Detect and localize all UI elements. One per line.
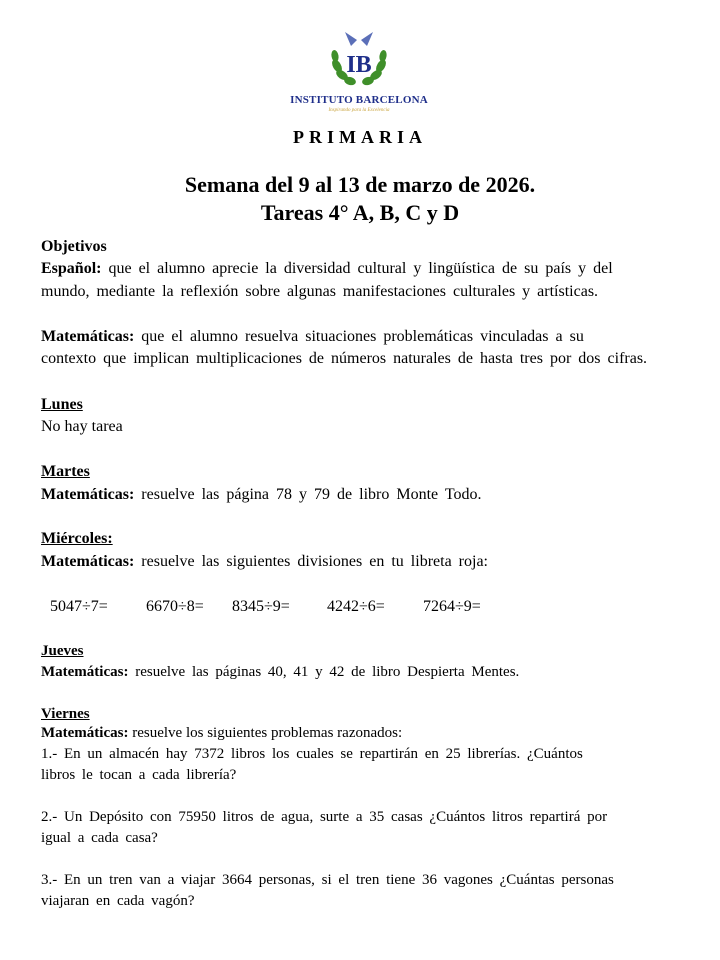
- division-op: 8345÷9=: [232, 598, 290, 615]
- logo-monogram: IB: [346, 52, 372, 78]
- division-op: 7264÷9=: [423, 598, 481, 615]
- division-operations: [50, 598, 481, 616]
- objetivo-espanol-line2: mundo, mediante la reflexión sobre algunas manifestaciones culturales y artísticas.: [41, 283, 599, 300]
- problem-3-line2: viajaran en cada vagón?: [41, 893, 195, 909]
- task-text: resuelve las siguientes divisiones en tu libreta roja:: [134, 553, 488, 570]
- problem-2-line2: igual a cada casa?: [41, 830, 158, 846]
- objetivo-text: que el alumno resuelva situaciones problemáticas vinculadas a su: [134, 328, 584, 345]
- day-heading-lunes: Lunes: [41, 396, 83, 413]
- laurel-monogram-icon: [327, 30, 391, 94]
- problem-1-line2: libros le tocan a cada librería?: [41, 767, 237, 783]
- subject-label: Matemáticas:: [41, 486, 135, 503]
- jueves-task: [41, 664, 519, 681]
- day-heading-viernes: Viernes: [41, 706, 90, 722]
- subject-label: Matemáticas:: [41, 553, 135, 570]
- task-text: resuelve las páginas 40, 41 y 42 de libro Despierta Mentes.: [128, 664, 520, 680]
- logo-name: INSTITUTO BARCELONA: [290, 94, 428, 106]
- objetivo-text: que el alumno aprecie la diversidad cultural y lingüística de su país y del: [101, 260, 613, 277]
- school-logo: [284, 30, 434, 122]
- objetivo-espanol-line1: [41, 260, 613, 278]
- viernes-task: [41, 725, 402, 742]
- section-heading: PRIMARIA: [293, 127, 427, 147]
- division-op: 5047÷7=: [50, 598, 108, 615]
- day-heading-martes: Martes: [41, 463, 90, 480]
- problem-3-line1: 3.- En un tren van a viajar 3664 personas, si el tren tiene 36 vagones ¿Cuántas personas: [41, 872, 614, 888]
- objetivo-mate-line1: [41, 328, 584, 346]
- logo-tagline: Inspirando para la Excelencia: [328, 108, 390, 113]
- objetivos-heading: Objetivos: [41, 238, 107, 255]
- day-heading-jueves: Jueves: [41, 643, 84, 659]
- task-text: resuelve las página 78 y 79 de libro Monte Todo.: [134, 486, 482, 503]
- subject-label: Matemáticas:: [41, 664, 129, 680]
- objetivo-mate-line2: contexto que implican multiplicaciones de números naturales de hasta tres por dos cifras.: [41, 350, 648, 367]
- day-heading-miercoles: Miércoles:: [41, 530, 113, 547]
- division-op: 4242÷6=: [327, 598, 385, 615]
- division-op: 6670÷8=: [146, 598, 204, 615]
- martes-task: [41, 486, 481, 504]
- problem-1-line1: 1.- En un almacén hay 7372 libros los cuales se repartirán en 25 librerías. ¿Cuántos: [41, 746, 583, 762]
- page-subtitle: Tareas 4° A, B, C y D: [260, 200, 460, 225]
- problem-2-line1: 2.- Un Depósito con 75950 litros de agua, surte a 35 casas ¿Cuántos litros repartirá por: [41, 809, 608, 825]
- task-text: resuelve los siguientes problemas razonados:: [128, 725, 403, 741]
- subject-label: Español:: [41, 260, 102, 277]
- miercoles-task: [41, 553, 488, 571]
- lunes-text: No hay tarea: [41, 418, 123, 435]
- subject-label: Matemáticas:: [41, 328, 135, 345]
- subject-label: Matemáticas:: [41, 725, 129, 741]
- page-title: Semana del 9 al 13 de marzo de 2026.: [184, 172, 536, 197]
